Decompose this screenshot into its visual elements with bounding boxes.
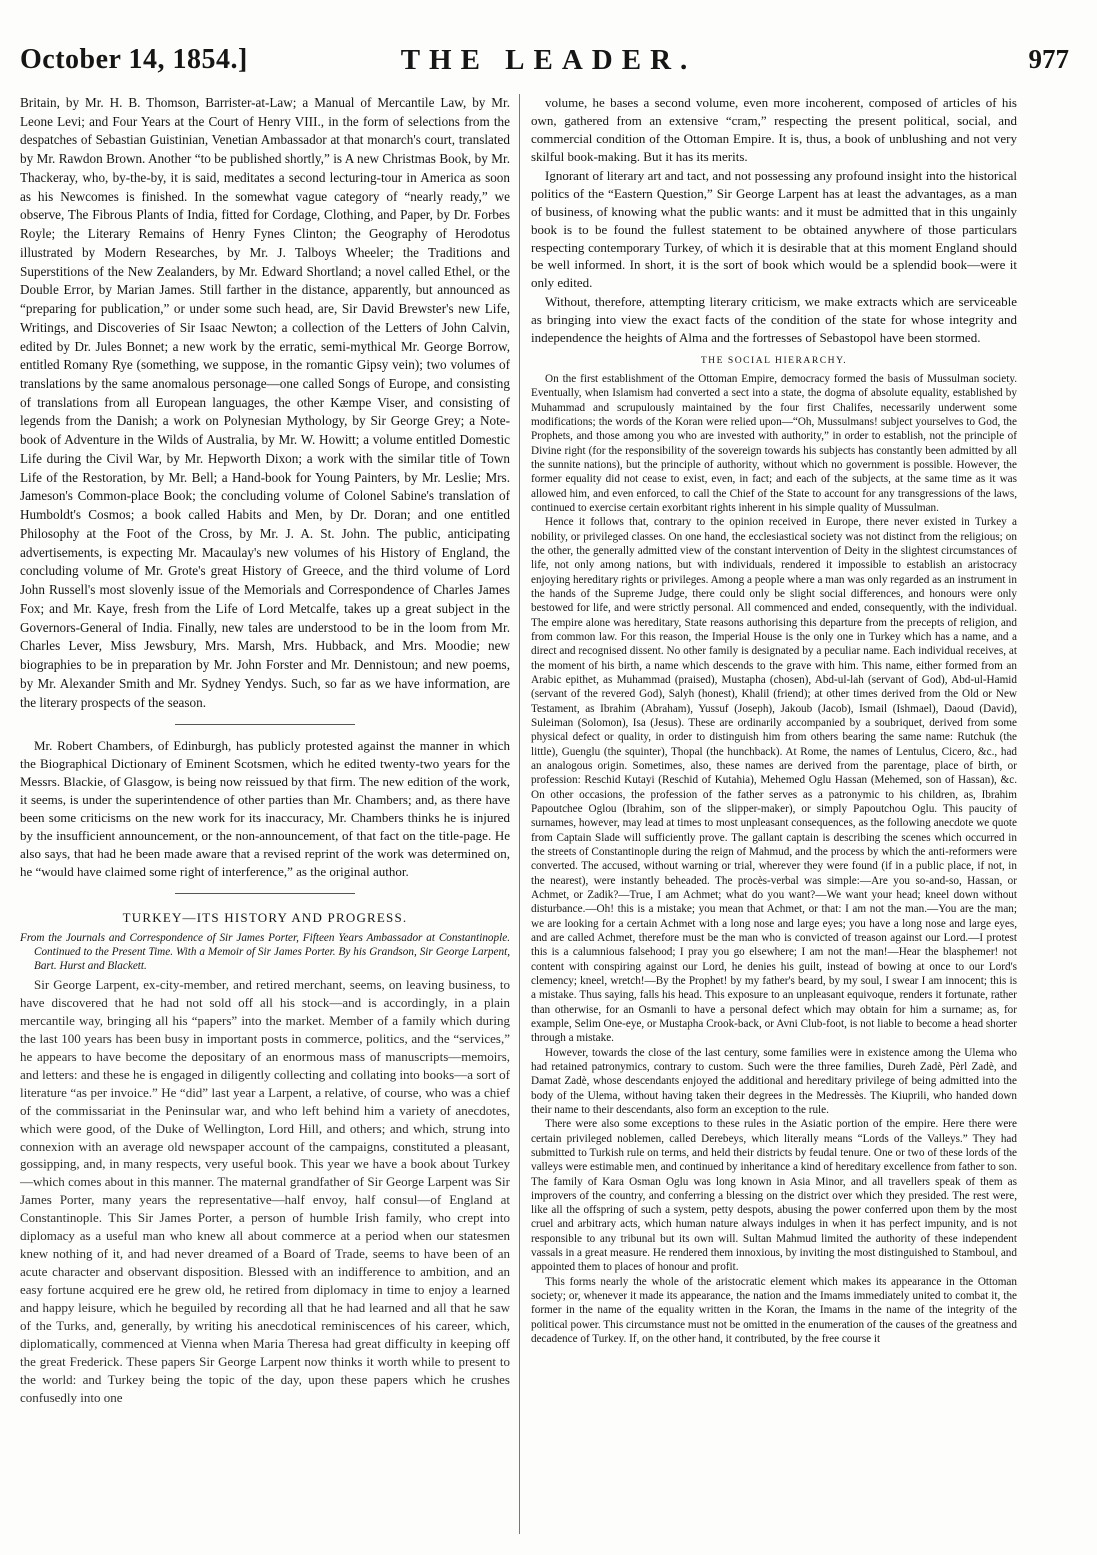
- section-divider: [175, 893, 355, 894]
- section-divider: [175, 724, 355, 725]
- literary-intelligence: Britain, by Mr. H. B. Thomson, Barrister-at-Law; a Manual of Mercantile Law, by Mr. Leone Levi; and Four Years at the Court of Henry VIII., in the form of selections from the despatches of Sebastian Guistinian, Venetian Ambassador at that monarch's court, translated by Mr. Rawdon Brown. Another “to be published shortly,” is A new Christmas Book, by Mr. Thackeray, who, by-the-by, it is said, meditates a second lecturing-tour in America as soon as his Newcomes is finished. In the somewhat vague category of “nearly ready,” we observe, The Fibrous Plants of India, fitted for Cordage, Clothing, and Paper, by Dr. Forbes Royle; the Literary Remains of Henry Fynes Clinton; the Geography of Herodotus illustrated by Modern Researches, by Mr. J. Talboys Wheeler; the Traditions and Superstitions of the New Zealanders, by Mr. Edward Shortland; a novel called Ethel, or the Double Error, by Marian James. Still farther in the distance, apparently, but announced as “preparing for publication,” or under some such head, are, Sir David Brewster's new Life, Writings, and Discoveries of Sir Isaac Newton; a collection of the Letters of John Calvin, edited by Dr. Jules Bonnet; a new work by the erratic, semi-mythical Mr. George Borrow, entitled Romany Rye (something, we suppose, in the romantic Gipsy vein); two volumes of translations by the same anomalous personage—one called Songs of Europe, and consisting of translations from all European languages, the other Kæmpe Viser, and consisting of legends from the Danish; a work on Polynesian Mythology, by Sir George Grey; a Note-book of Adventure in the Wilds of Australia, by Mr. W. Howitt; a volume entitled Domestic Life during the Civil War, by Mr. Hepworth Dixon; a work with the similar title of Town Life of the Restoration, by Mr. Bell; a Hand-book for Young Painters, by Mr. Leslie; Mrs. Jameson's Common-place Book; the concluding volume of Colonel Sabine's translation of Humboldt's Cosmos; a book called Habits and Men, by Dr. Doran; and one entitled Philosophy at the Foot of the Cross, by Mr. J. A. St. John. The public, anticipating advertisements, is expecting Mr. Macaulay's new volumes of his History of England, the concluding volume of Mr. Grote's great History of Greece, and the third volume of Lord John Russell's most slovenly issue of the Memorials and Correspondence of Charles James Fox; and Mr. Kaye, fresh from the Life of Lord Metcalfe, takes up a great subject in the Governors-General of India. Finally, new tales are understood to be in the loom from Mr. Charles Lever, Miss Jewsbury, Mrs. Marsh, Mrs. Hubback, and Mrs. Moodie; new biographies to be in preparation by Mr. John Forster and Mr. Dennistoun; and new poems, by Mr. Alexander Smith and Mr. Sydney Yendys. Such, so far as we have information, are the literary prospects of the season.: [20, 95, 510, 710]
- review-title: TURKEY—ITS HISTORY AND PROGRESS.: [122, 909, 408, 925]
- issue-date: October 14, 1854.]: [20, 44, 248, 75]
- page-number: 977: [1028, 44, 1069, 74]
- extract-paragraph-1: On the first establishment of the Ottoman Empire, democracy formed the basis of Mussulman society. Eventually, when Islamism had converted a sect into a state, the dogma of absolute equality, established by Muhammad and scrupulously maintained by the four first Chalifes, necessarily underwent some modifications; the words of the Koran were relied upon—“Oh, Mussulmans! subject yourselves to God, the Prophets, and those among you who are invested with authority,” in order to establish, not the principle of Divine right (for the responsibility of the sovereign towards his subjects has constantly been admitted by all the sunnite nations), but the principle of authority, without which no government is possible. However, the former equality did not cease to exist, even, in fact; and each of the subjects, at the same time as it was allowed him, and even enforced, to call the Chief of the State to account for any transgressions of the laws, continued to exercise certain exorbitant rights inherent in his simple quality of Mussulman.: [531, 373, 1017, 515]
- review-body: Sir George Larpent, ex-city-member, and retired merchant, seems, on leaving business, to have discovered that he had not sold off all his stock—and is accordingly, in a plain mercantile way, bringing all his “papers” into the market. Member of a family which during the last 100 years has been busy in important posts in commerce, politics, and the “services,” he appears to have become the depositary of an enormous mass of manuscripts—memoirs, and letters: and these he is engaged in diligently collecting and collating into books—a sort of literature “as per invoice.” He “did” last year a Larpent, a relative, of course, who was a chief of the commissariat in the Peninsular war, and who left behind him a variety of anecdotes, which were good, of the Duke of Wellington, Lord Hill, and others; and which, strung into connexion with an average old newspaper account of the campaigns, constituted a pleasant, gossipping, and, in many respects, very useful book. This year we have a book about Turkey—which comes about in this manner. The maternal grandfather of Sir George Larpent was Sir James Porter, many years the representative—half envoy, half consul—of England at Constantinople. This Sir James Porter, a person of humble Irish family, who crept into diplomacy as a useful man who knew all about commerce at a period when our statesmen knew nothing of it, and had never dreamed of a Board of Trade, seems to have been of an acute character and observant disposition. Blessed with an indifference to ambition, and an easy fortune acquired ere he grew old, he retired from diplomacy in time to enjoy a learned and happy leisure, which he beguiled by recording all that he had learned and all that he saw of the Turks, and, generally, by writing his anecdotical reminiscences of his career, which, diplomatically, commenced at Vienna when Maria Theresa had great difficulty in keeping off the great Frederick. These papers Sir George Larpent now thinks it worth while to present to the world: and Turkey being the topic of the day, upon these papers which he crushes confusedly into one: [20, 977, 510, 1405]
- left-column: [20, 94, 510, 1408]
- right-column: [531, 94, 1017, 1346]
- review-paragraph-3: Without, therefore, attempting literary criticism, we make extracts which are serviceable as bringing into view the exact facts of the condition of the state for whose integrity and independence the heights of Alma and the fortresses of Sebastopol have been stormed.: [531, 294, 1017, 346]
- column-rule: [519, 94, 520, 1534]
- review-source: From the Journals and Correspondence of Sir James Porter, Fifteen Years Ambassador at Constantinople. Continued to the Present Time. With a Memoir of Sir James Porter. By his Grandson, Sir George Larpent, Bart. Hurst and Blackett.: [20, 931, 510, 972]
- chambers-note: Mr. Robert Chambers, of Edinburgh, has publicly protested against the manner in which the Biographical Dictionary of Eminent Scotsmen, which he edited twenty-two years for the Messrs. Blackie, of Glasgow, is being now reissued by that firm. The new edition of the work, it seems, is under the superintendence of other parties than Mr. Chambers; and, as there have been some criticisms on the new work for its inaccuracy, Mr. Chambers thinks he is injured by the insufficient announcement, or the non-announcement, of that fact on the title-page. He also says, that had he been made aware that a revised reprint of the work was determined on, he “would have claimed some right of interference,” as the original author.: [20, 738, 510, 879]
- review-continued: volume, he bases a second volume, even more incoherent, composed of articles of his own, gathered from an extensive “cram,” respecting the present political, social, and commercial condition of the Ottoman Empire. It is, thus, a book of unblushing and not very skilful book-making. But it has its merits.: [531, 95, 1017, 164]
- extract-paragraph-2: Hence it follows that, contrary to the opinion received in Europe, there never existed in Turkey a nobility, or privileged classes. On one hand, the ecclesiastical society was not distinct from the religious; on the other, the generally admitted view of the constant intervention of Deity in the slightest circumstances of life, not only among nations, but with individuals, rendered it impossible to establish an aristocracy enjoying hereditary rights or privileges. Among a people where a man was only regarded as an instrument in the hands of the Supreme Judge, there could only be slight social differences, and honours were only bestowed for life, and were strictly personal. All commenced and ended, consequently, with the individual. The empire alone was hereditary, State reasons authorising this departure from the precepts of religion, and from common law. For this reason, the Imperial House is the only one in Turkey which has a name, and a direct and recognised dissent. No other family is designated by a peculiar name. Each individual receives, at the moment of his birth, a name which descends to the grave with him. This name, either formed from an Arabic epithet, as Muhammad (praised), Mustapha (chosen), Abd-ul-lah (servant of God), Abd-ul-Hamid (servant of the revered God), Salyh (honest), Khalil (friend); at other times derived from the Old or New Testament, as Ibrahim (Abraham), Yussuf (Joseph), Jakoub (Jacob), Ismail (Ishmael), Daoud (David), Suleiman (Solomon), Isa (Jesus). These are ordinarily accompanied by a soubriquet, derived from some physical defect or quality, in order to distinguish him from others bearing the same name: Rutchuk (the little), Guenglu (the squinter), Thopal (the hunchback). At Rome, the names of Lentulus, Cicero, &c., had an analogous origin. Sometimes, also, these names are derived from the parentage, place of birth, or profession: Reschid Kutayi (Reschid of Kutahia), Mehemed Oglu Hassan (Mehemed, son of Hassan), &c. On other occasions, the profession of the father serves as a patronymic to his children, as, Ibrahim Papoutchee Oglou (Ibrahim, son of the slipper-maker), or simply Papoutchou Oglu. This paucity of surnames, however, may lead at times to most unpleasant consequences, as the following anecdote we quote from Captain Slade will sufficiently prove. The gallant captain is describing the scenes which occurred in the streets of Constantinople during the reign of Mahmud, and the process by which the anti-reformers were converted. The accused, without warning or trial, wherever they were found (if in a public place, if not, in the nearest), were instantly beheaded. The procès-verbal was simple:—Are you so-and-so, Hassan, or Achmet, or Zadik?—True, I am Achmet; what do you want?—We want your head; kneel down without disturbance.—Oh! this is a mistake; you mean that Achmet, or that: I am not the man.—You are the man; we are looking for a certain Achmet with a long nose and large eyes; you have a long nose and large eyes, and are called Achmet, therefore must be the man who is convicted of treason against our Lord.—I protest this is a calumnious falsehood; I pray you go elsewhere; I am not the man!—Hear the blasphemer! not content with conspiring against our Lord, he denies his guilt, instead of bowing at once to our Lord's clemency; kneel, wretch!—By the Prophet! by my father's beard, by my soul, I swear I am innocent; this is a mistake. Thus saying, falls his head. This exposure to an unpleasant equivoque, renders it fortunate, rather than otherwise, for an Osmanli to have a personal defect which may obtain for him a surname; as, for example, Selim One-eye, or Mustapha Crook-back, or Avni Club-foot, is not liable to become a head shorter through a mistake.: [531, 516, 1017, 1045]
- masthead-title: THE LEADER.: [400, 44, 697, 76]
- extract-paragraph-5: This forms nearly the whole of the aristocratic element which makes its appearance in the Ottoman society; or, whenever it made its appearance, the nation and the Imams immediately united to combat it, the former in the name of the equality written in the Koran, the Imams in the name of the integrity of the political power. This circumstance must not be omitted in the enumeration of the causes of the greatness and decadence of Turkey. If, on the other hand, it contributed, by the free course it: [531, 1275, 1017, 1346]
- extract-heading: THE SOCIAL HIERARCHY.: [700, 355, 848, 367]
- review-paragraph-2: Ignorant of literary art and tact, and not possessing any profound insight into the historical politics of the “Eastern Question,” Sir George Larpent has at least the advantages, as a man of business, of knowing what the public wants: and it must be admitted that in this ungainly book is to be found the fullest statement to be obtained anywhere of those particulars respecting contemporary Turkey, of which it is desirable that at this moment England should be well informed. In short, it is the sort of book which would be a splendid book—were it only edited.: [531, 167, 1017, 291]
- running-head: [20, 44, 1077, 86]
- extract-paragraph-4: There were also some exceptions to these rules in the Asiatic portion of the empire. Here there were certain privileged noblemen, called Derebeys, which literally means “Lords of the Valleys.” They had submitted to Turkish rule on terms, and held their districts by feudal tenure. One or two of these lords of the valleys were estimable men, and continued by inheritance a kind of hereditary excellence from father to son. The family of Kara Osman Oglu was long known in Asia Minor, and all travellers speak of them as improvers of the country, and conferring a blessing on the district over which they presided. The rest were, like all the offspring of such a system, petty despots, abusing the power conferred upon them by the most cruel and arbitrary acts, which human nature always indulges in when it has perfect impunity, and is not responsible to any tribunal but its own will. Sultan Mahmud limited the authority of these independent vassals in a great measure. He rendered them innoxious, by inviting the most distinguished to Stamboul, and appointed them to places of honour and profit.: [531, 1118, 1017, 1274]
- extract-paragraph-3: However, towards the close of the last century, some families were in existence among the Ulema who had retained patronymics, contrary to custom. Such were the three families, Dureh Zadè, Pèrl Zadè, and Damat Zadè, whose descendants enjoyed the additional and hereditary privilege of being admitted into the body of the Ulema, without having taken their degrees in the Medressès. The Kiuprili, who handed down their name to their descendants, also form an exception to the rule.: [531, 1046, 1017, 1116]
